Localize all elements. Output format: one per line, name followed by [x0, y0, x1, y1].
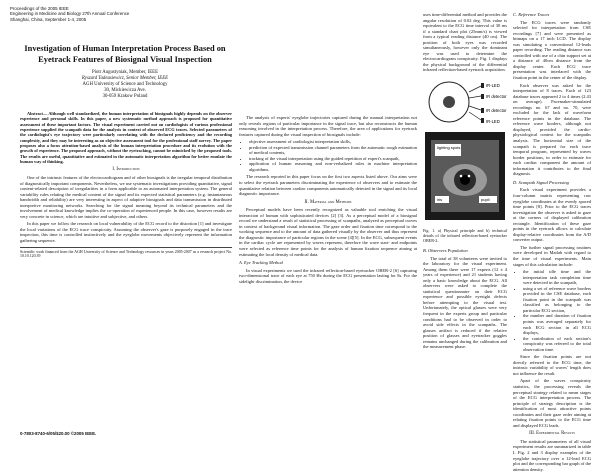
col2-paragraph-2: The research reported in this paper focus on the first two aspects listed above. Our aims were to select the eyetrack parameters discriminating the experience of observers and to estimate the quantitative relation between cardiac components automatically detected in the signal and its local diagnostic importance.: [239, 174, 417, 197]
col2-paragraph-3: Perceptual models have been recently recognized as valuable tool enriching the visual interaction of human with sophisticated devices [2] [3]. As a perceptual model of a biosignal record we understand a result of statistical processing of scanpaths, analyzed as perceptual curves in context of background visual information. The gaze order and fixation time correspond to the working sequence and to the amount of data gathered visually by the observer and thus represent the diagnostic importance of particular regions in the scene [4][5]. In the ECG, subsequent events in the cardiac cycle are represented by waves represent, therefore the wave start- and endpoints were selected as reference time points for the analysis of human fixation sequence aiming at estimating the local density of medical data.: [239, 207, 417, 257]
ir-detector-bottom-marker: [481, 108, 484, 113]
subsection-2d-title: D. Scanpath Signal Processing: [513, 179, 569, 185]
eyetracker-figure: [423, 72, 507, 224]
label-ir-detector-top: IR detector: [486, 94, 507, 99]
isbn-line: 0-7803-8740-6/05/$20.00 ©2005 IEEE.: [20, 431, 97, 436]
col4-paragraph-3: Each visual experiment provides a four-column matrix representing raw eyeglobe coordinates at the evenly spaced time points [8]. Prior to the ECG traces investigation the observer is asked to gaze at the corners of displayed calibration rectangle. Identification of these gaze points in the eyetrack allows to calculate display-relative coordinates from the A/D converter output.: [513, 187, 591, 243]
city: 30-059 Krakow Poland: [102, 94, 148, 99]
proceedings-line-1: Proceedings of the 2005 IEEE: [10, 6, 69, 11]
figure-svg: [423, 72, 507, 224]
list-item: • the number and duration of fixation points was averaged separately for each ECG section in all ECG displays,: [523, 313, 591, 335]
column-3-top: [423, 12, 507, 75]
label-ir-led-bottom: IR-LED: [486, 119, 500, 124]
col2-paragraph-4: In visual experiments we used the infrared reflection-based eyetracker OBER-2 [6] capturing two-dimensional trace of each eye at 750 Hz during the ECG presentation lasting for 8s. For the sidelight discrimination, the device: [239, 267, 417, 284]
section-3-title: III. Experimental Results: [529, 431, 575, 437]
col2-paragraph-1: The analysis of experts' eyeglobe trajectories captured during the manual interpretation not only reveals regions of particular importance in the signal trace, but also reconstructs the human reasoning involved in the interpretation process. Therefore, the area of applications for eyetrack features captured during the visual inspection of biosignals include:: [239, 115, 417, 137]
label-ir-led-top: IR-LED: [486, 83, 500, 88]
col4-paragraph-5: Since the fixation points are not directly referred to the ECG time, the intrinsic variability of waves' length does not influence the result.: [513, 354, 591, 376]
list-item: • the contribution of each section's conspicuity was referred to the total observation time.: [523, 336, 591, 353]
ray-mid-bottom: [469, 106, 481, 110]
figure-caption: Fig. 1. a) Physical principle and b) technical details of the infrared reflection-based eyetracker OBER-2.: [423, 228, 507, 243]
col4-paragraph-1: The ECG traces were randomly selected for interpretation from CSE recordings [7] and were presented as bitmaps on a 17 inch LCD. The display was simulating a conventional 12-leads paper recording. The reading distance was controlled with use of a chin support set at a distance of 40cm distance from the display center. Each ECG trace presentation was interlaced with the fixation point in the center of the display.: [513, 19, 591, 81]
list-item: • tracking of the visual interpretation using the guided repetition of expert's scanpath,: [249, 156, 417, 162]
ir-detector-top-marker: [481, 94, 484, 99]
ir-led-bottom-marker: [481, 118, 484, 123]
affiliation: AGH University of Science and Technology: [82, 82, 168, 87]
col4-paragraph-4: The further signal processing routines were developed in Matlab with regard to the time of visual experiments. Main stages of this calculation include:: [513, 244, 591, 267]
author-2: Ryszard Tadeusiewicz, Senior Member, IEEE: [81, 76, 169, 81]
col3-paragraph-1: uses time-differential method and provides the angular resolution of 0.02 deg. This value is equivalent to the ECG time interval of 30 ms if a standard chart plot (25mm/s) is viewed from a typical reading distance (40 cm). The position of both eyes was recorded simultaneously, however only the dominant eye was used to determine the electrocardiogram conspicuity. Fig. 1 displays the physical background of the differential infrared reflection-based eyetrack acquisition.: [423, 12, 507, 73]
author-block: [20, 70, 230, 100]
ray-bottom: [469, 112, 481, 120]
list-item: • using a set of reference wave borders provided in the CSE database, each fixation point in the scanpath was classified as belonging to the particular ECG section,: [523, 286, 591, 314]
abstract: Abstract— Although well standardized, the human interpretation of biosignals highly depends on the observer experience and personal skills. In this paper, a new systematic method approach is proposed for quantitative assessment of these important factors. The visual experiment carried out on cardiologists of various professional experience supplied the scanpath data for the analysis in context of observed ECG traces. Selected parameters of the cardiologist's eye trajectory were particularly correlating with the declared proficiency and the recording complexity, and they may be interesting as an objective assessment tool for the professional staff survey. The paper proposes also a focus attention-based analysis of the human interpretation procedure and its evolution with the growth of experience. The proposed approach, without the eyetracking, cannot be mimicked by the proposed tools. The results are useful, quantitative and estimated in the automatic interpretation algorithm for better emulate the human way of thinking.: [20, 111, 232, 165]
section-1-title: I. Introduction: [112, 167, 140, 173]
col4-paragraph-7: The statistical parameters of all visual experiment results are summarized in table I. Fig. 2 and 3 display examples of the eyeglobe trajectory over a 12-lead ECG plot and the corresponding bar graph of the attention density.: [513, 438, 591, 472]
proceedings-line-3: Shanghai, China, September 1-4, 2005: [10, 16, 87, 22]
list-item: • application of human reasoning and non-verbalized rules in machine interpretation algorithms.: [249, 161, 417, 172]
eye-pupil: [443, 96, 455, 108]
ray-mid-top: [469, 96, 481, 98]
intro-paragraph-1: One of the intrinsic features of the electrocardiogram and of other biosignals is the irregular temporal distribution of diagnostically important components. Nevertheless, we use systematic investigations providing quantitative, signal content-related description of irregularities in a form applicable to an automated interpretation system. The general variability rules relating the medical content of the signal and its expected statistical parameters (e.g. instantaneous bandwidth and reliability) are very interesting in aspect of adaptive biosignals and data transmission in distributed interpretive monitoring networks. Searching for the signal meaning beyond its technical parameters and the involvement of medical knowledge implies the co-operation of experienced people. In this case, however results are very concrete in science, which are intuitive and subjective, and others.: [20, 174, 232, 219]
lighting-spot-1: [460, 175, 463, 178]
list-item: • the initial idle time and the interpretation task completion time were detected in the scanpath,: [523, 269, 591, 286]
street: 30, Mickiewicza Ave.: [104, 88, 146, 93]
footnote: Scientific work financed from the AGH University of Science and Technology resources in years 2005-2007 as a research project No. 10.10.120.39: [20, 247, 232, 259]
list-item: • prediction of expected transmission channel parameters from the automatic rough estimation of medical contents,: [249, 145, 417, 156]
section-2-title: II. Material and Methods: [304, 199, 352, 205]
paper-title: Investigation of Human Interpretation Process Based on Eyetrack Features of Biosignal Visual Inspection: [24, 44, 226, 64]
application-list: [239, 139, 417, 172]
list-item: • objective assessment of cardiologist interpretation skills,: [249, 139, 417, 145]
col4-paragraph-2: Each observer was asked for the interpretation of 8 traces. Each of 123 database traces appeared 2 to 4 times (2.43 on average). Pacemaker-stimulated recordings no. 67 and no. 70, were excluded for the lack of waveform reference points in the database. The reference wave borders, although not displayed, provided the cardio-physiological context for the scanpaths analysis. The horizontal size of the scanpath is prepared for each trace temporal program, represented by waves border positions, in order to estimate for each cardiac component the amount of information it contributes to the final diagnosis.: [513, 82, 591, 177]
ir-led-top-marker: [481, 83, 484, 88]
col3-paragraph-2: The total of 38 volunteers were invited to the laboratory for the visual experiment. Among them there were 17 experts (12 ± 4 years of experience) and 21 students having only a basic knowledge about the ECG. All observers were asked to complete the statistical questionnaire on their ECG experience and possible eyesight defects before attempting to the visual test. Unfortunately, the optical glasses were very frequent in the experts group and particular conditions had to be observed in order to avoid side effects in the scanpaths. The glasses artifact is reduced if the relative position of glasses and eyetracker goggles remains unchanged during the calibration and the measurement phase.: [423, 255, 507, 350]
proceedings-line-2: Engineering in Medicine and Biology 27th Annual Conference: [10, 11, 130, 17]
label-ir-detector-bottom: IR detector: [486, 108, 507, 113]
subsection-2b-title: B. Observers Population: [423, 248, 468, 253]
intro-paragraph-2: In this paper we follow the research on local vulnerability of the ECG record to the distortion [1] and investigate the local variations of the ECG trace conspicuity. Assuming the observer's gaze is purposely engaged in the trace inspection, this time is controlled instinctively and the eyeglobe movements objectively represent the information gathering sequence.: [20, 221, 232, 243]
label-lighting-spots: lighting spots: [437, 145, 461, 150]
col4-paragraph-6: Apart of the waves conspicuity statistics, the processing reveals the perceptual strategy related to mean stages of the ECG interpretation process. The principle of strategy description is the identification of most attractive points coordinates and their gaze order aiming at relating fixation points to the ECG time and displayed ECG leads.: [513, 378, 591, 428]
column-4: [513, 12, 591, 474]
lighting-spot-2: [468, 175, 471, 178]
ray-top: [469, 86, 481, 92]
author-1: Piotr Augustyniak, Member, IEEE: [91, 70, 159, 75]
column-1: [20, 111, 232, 259]
column-2: [239, 115, 417, 286]
processing-stages-list: [513, 269, 591, 352]
label-pupil: pupil: [481, 197, 490, 202]
subsection-2c-title: C. Reference Traces: [513, 12, 550, 17]
subsection-2a-title: A. Eye Tracking Method: [239, 260, 283, 266]
column-3-bottom: [423, 245, 507, 352]
label-iris: iris: [437, 197, 443, 202]
proceedings-header: [10, 6, 129, 22]
